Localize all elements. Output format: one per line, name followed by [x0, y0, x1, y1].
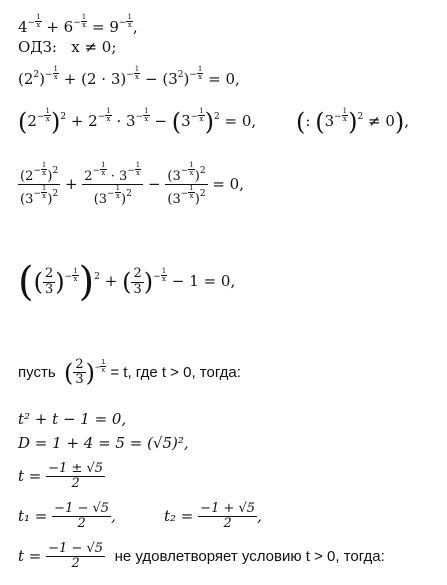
rejected-numerator: −1 − √5	[48, 541, 104, 556]
t2-lhs: t₂ =	[164, 506, 194, 525]
equation-original: $4^{- \frac{1}{x}}$ + $6^{- \frac{1}{x}}$ = $9^{- \frac{1}{x}}$ ,	[18, 13, 138, 36]
rejected-denominator: 2	[71, 556, 80, 572]
t1-lhs: t₁ =	[18, 506, 48, 525]
odz-label: ОДЗ:	[18, 38, 57, 56]
rejection-text: не удовлетворяет условию t > 0, тогда:	[114, 547, 385, 565]
t2-denominator: 2	[223, 516, 232, 532]
rejected-lhs: t =	[18, 546, 42, 565]
fraction-1: ($2^{- \frac{1}{x}}$ )$^2$ ($3^{- \frac{1}{x}}$ )$^2$	[20, 161, 59, 208]
root-t1: t₁ = $\frac{-1 - √5}{2}$ ,	[18, 501, 116, 532]
t2-numerator: −1 + √5	[200, 501, 256, 516]
equation-squares: ($2^{- \frac{1}{x}}$ )$^2 + 2^{- \frac{1}{x}}$ · $3^{- \frac{1}{x}}$ − ($3^{- \frac{1}{x}}$ )$^2$ = 0,	[18, 107, 257, 136]
let-word: пусть	[18, 363, 56, 381]
root-denominator: 2	[71, 476, 80, 492]
root-lhs: t =	[18, 466, 42, 485]
odz-condition: x ≠ 0;	[71, 38, 117, 56]
equation-rewritten: $(2^2)^{- \frac{1}{x}}$ + $(2 \cdot 3)^{- \frac{1}{x}}$ − $(3^2)^{- \frac{1}{x}}$ = 0,	[18, 65, 240, 88]
t1-numerator: −1 − √5	[54, 501, 110, 516]
equation-ratio: (( $\frac{2}{3}$ )$^{- \frac{1}{x}}$ )$^2$ + ( $\frac{2}{3}$ )$^{- \frac{1}{x}}$ − 1 = 0,	[18, 259, 236, 305]
discriminant: D = 1 + 4 = 5 = (√5)²,	[18, 434, 189, 452]
root-numerator: −1 ± √5	[48, 461, 104, 476]
rejection-line	[18, 542, 385, 572]
equation-divided: ($2^{- \frac{1}{x}}$ )$^2$ ($3^{- \frac{1}{x}}$ )$^2$ + $2^{- \frac{1}{x}}$ · $3^{- \frac{1}{x}}$ ($3^{- \frac{1}{x}}$ )$^2$ − ($3^{- \frac{1}{x}}$ )$^2$ ($3^{- \frac{1}{x}}$ )$^2$ = 0,	[20, 161, 244, 208]
fraction-3: ($3^{- \frac{1}{x}}$ )$^2$ ($3^{- \frac{1}{x}}$ )$^2$	[167, 161, 206, 208]
domain-condition	[18, 40, 116, 55]
division-note: (: ($3^{- \frac{1}{x}}$ )$^2$ ≠ 0),	[296, 107, 410, 136]
fraction-2: $2^{- \frac{1}{x}}$ · $3^{- \frac{1}{x}}$ ($3^{- \frac{1}{x}}$ )$^2$	[82, 162, 143, 208]
t1-denominator: 2	[77, 516, 86, 532]
substitution-line: пусть ( $\frac{2}{3}$ )$^{- \frac{1}{x}}$ = t, где t > 0, тогда:	[18, 357, 241, 388]
root-t2: t₂ = $\frac{-1 + √5}{2}$ ,	[164, 501, 262, 532]
substitution-rest: = t, где t > 0, тогда:	[110, 363, 241, 381]
root-formula	[18, 462, 105, 492]
quadratic-equation: t² + t − 1 = 0,	[18, 410, 127, 428]
